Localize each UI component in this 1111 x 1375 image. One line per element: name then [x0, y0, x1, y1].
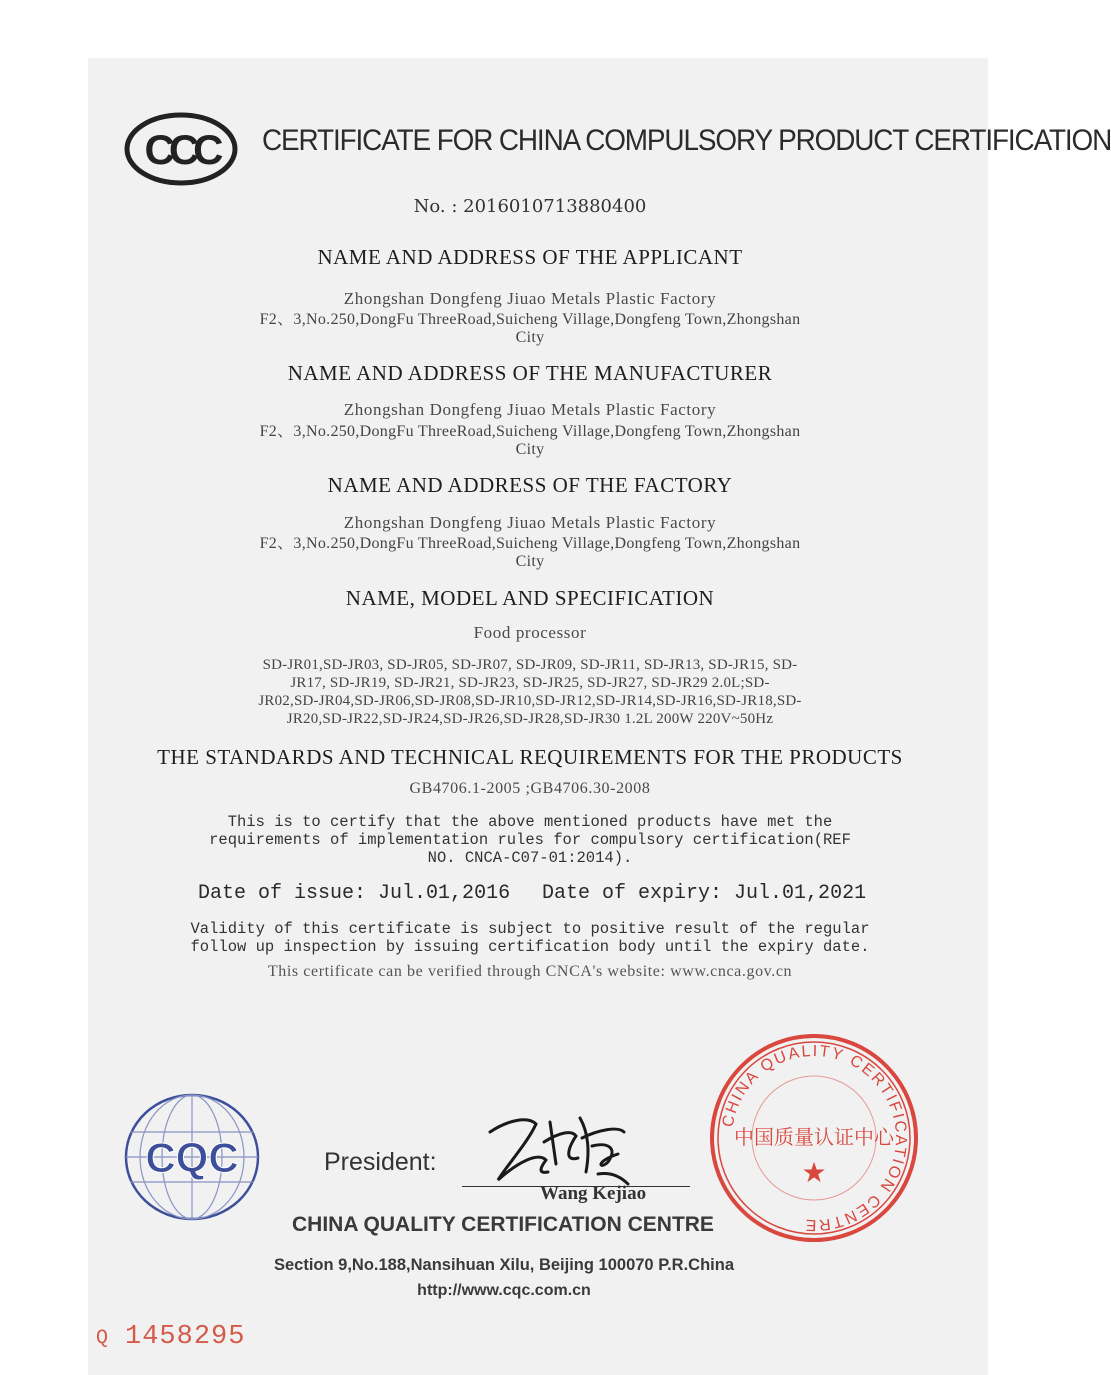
- cqc-logo: [122, 1092, 262, 1222]
- centre-name: CHINA QUALITY CERTIFICATION CENTRE: [292, 1213, 714, 1236]
- centre-address: Section 9,No.188,Nansihuan Xilu, Beijing 100070 P.R.China: [273, 1256, 734, 1274]
- product-heading: NAME, MODEL AND SPECIFICATION: [345, 586, 715, 610]
- issue-date-label: Date of issue:: [198, 882, 367, 905]
- applicant-name: Zhongshan Dongfeng Jiuao Metals Plastic Factory: [343, 289, 717, 308]
- manufacturer-name: Zhongshan Dongfeng Jiuao Metals Plastic Factory: [343, 400, 717, 419]
- certify-line: requirements of implementation rules for compulsory certification(REF: [209, 831, 851, 849]
- president-signature: [468, 1102, 638, 1192]
- expiry-date-label: Date of expiry:: [542, 882, 723, 905]
- factory-address-line1: F2、3,No.250,DongFu ThreeRoad,Suicheng Village,Dongfeng Town,Zhongshan: [259, 535, 801, 552]
- official-seal: [708, 1032, 920, 1244]
- serial-number: [96, 1322, 245, 1352]
- ccc-logo-text: CCC: [144, 126, 218, 173]
- certify-line: NO. CNCA-C07-01:2014).: [427, 849, 633, 867]
- expiry-date-value: Jul.01,2021: [734, 882, 867, 905]
- standards-heading: THE STANDARDS AND TECHNICAL REQUIREMENTS FOR THE PRODUCTS: [157, 745, 903, 769]
- certificate-number: No. : 2016010713880400: [413, 196, 647, 217]
- factory-heading: NAME AND ADDRESS OF THE FACTORY: [327, 473, 733, 497]
- centre-url: http://www.cqc.com.cn: [417, 1282, 591, 1299]
- applicant-address-line1: F2、3,No.250,DongFu ThreeRoad,Suicheng Village,Dongfeng Town,Zhongshan: [259, 311, 801, 328]
- expiry-date: [542, 882, 866, 905]
- model-line: JR20,SD-JR22,SD-JR24,SD-JR26,SD-JR28,SD-JR30 1.2L 200W 220V~50Hz: [286, 711, 774, 727]
- verify-statement: This certificate can be verified through CNCA's website: www.cnca.gov.cn: [267, 963, 793, 980]
- president-label: President:: [324, 1148, 437, 1176]
- certificate-title: CERTIFICATE FOR CHINA COMPULSORY PRODUCT CERTIFICATION: [262, 124, 1111, 157]
- factory-address-line2: City: [515, 553, 545, 570]
- standards-value: GB4706.1-2005 ;GB4706.30-2008: [409, 780, 651, 797]
- serial-prefix: Q: [96, 1327, 110, 1350]
- applicant-heading: NAME AND ADDRESS OF THE APPLICANT: [317, 245, 743, 269]
- issue-date: [198, 882, 510, 905]
- applicant-address-line2: City: [515, 329, 545, 346]
- signer-name: Wang Kejiao: [540, 1183, 647, 1204]
- product-name: Food processor: [473, 623, 587, 642]
- validity-line: follow up inspection by issuing certification body until the expiry date.: [190, 938, 870, 956]
- seal-english-text: CHINA QUALITY CERTIFICATION CENTRE: [719, 1042, 910, 1234]
- model-line: SD-JR01,SD-JR03, SD-JR05, SD-JR07, SD-JR09, SD-JR11, SD-JR13, SD-JR15, SD-: [262, 657, 798, 673]
- seal-star-icon: ★: [801, 1156, 827, 1189]
- manufacturer-address-line2: City: [515, 441, 545, 458]
- ccc-logo: [124, 112, 238, 186]
- cqc-logo-text: CQC: [145, 1134, 239, 1181]
- certify-line: This is to certify that the above mentioned products have met the: [227, 813, 833, 831]
- manufacturer-heading: NAME AND ADDRESS OF THE MANUFACTURER: [287, 361, 773, 385]
- serial-value: 1458295: [125, 1322, 246, 1352]
- factory-name: Zhongshan Dongfeng Jiuao Metals Plastic Factory: [343, 513, 717, 532]
- manufacturer-address-line1: F2、3,No.250,DongFu ThreeRoad,Suicheng Village,Dongfeng Town,Zhongshan: [259, 423, 801, 440]
- issue-date-value: Jul.01,2016: [378, 882, 511, 905]
- seal-chinese-text: 中国质量认证中心: [734, 1125, 894, 1149]
- validity-line: Validity of this certificate is subject to positive result of the regular: [190, 920, 870, 938]
- model-line: JR17, SD-JR19, SD-JR21, SD-JR23, SD-JR25, SD-JR27, SD-JR29 2.0L;SD-: [290, 675, 770, 691]
- model-line: JR02,SD-JR04,SD-JR06,SD-JR08,SD-JR10,SD-JR12,SD-JR14,SD-JR16,SD-JR18,SD-: [258, 693, 802, 709]
